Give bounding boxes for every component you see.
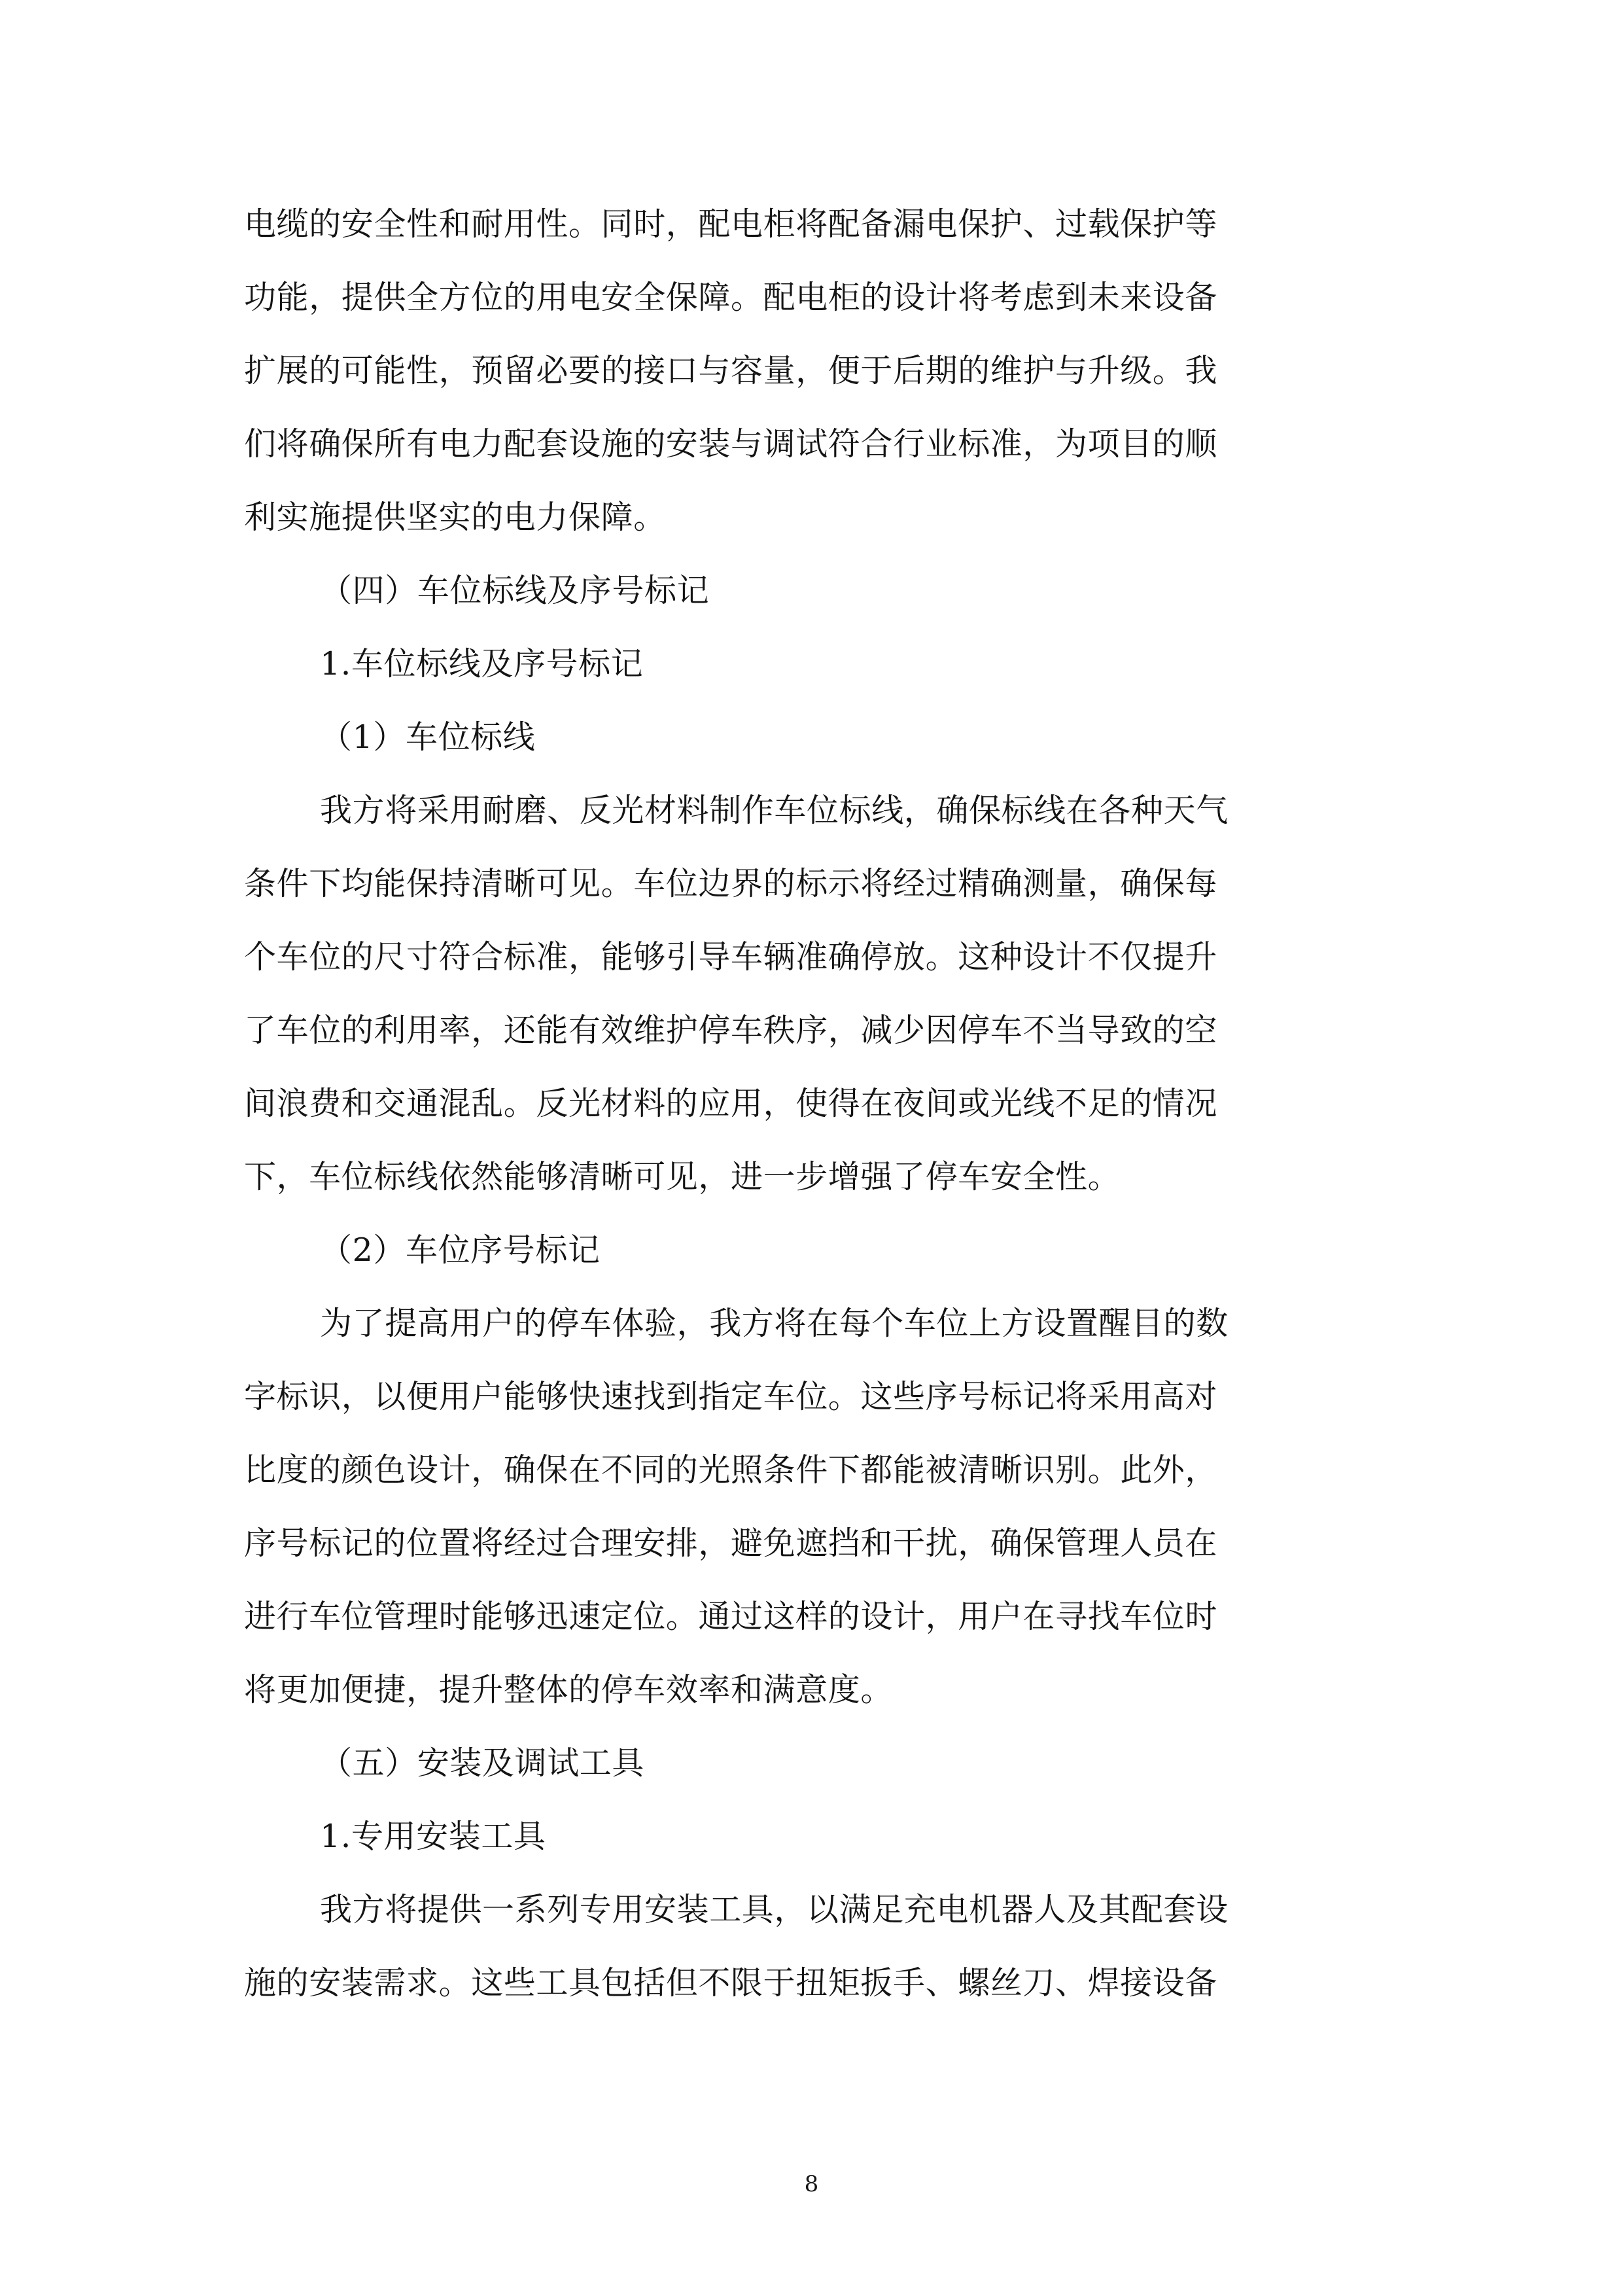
paragraph-line: 为了提高用户的停车体验，我方将在每个车位上方设置醒目的数 [320,1305,1229,1342]
paragraph-line: 序号标记的位置将经过合理安排，避免遮挡和干扰，确保管理人员在 [244,1525,1218,1562]
page-number: 8 [804,2171,819,2197]
paragraph-line: 扩展的可能性，预留必要的接口与容量，便于后期的维护与升级。我 [244,352,1218,389]
paragraph-line: 字标识，以便用户能够快速找到指定车位。这些序号标记将采用高对 [244,1378,1218,1415]
paragraph-line: 了车位的利用率，还能有效维护停车秩序，减少因停车不当导致的空 [244,1012,1218,1049]
paragraph-line: 们将确保所有电力配套设施的安装与调试符合行业标准，为项目的顺 [244,425,1218,463]
item-heading: （2）车位序号标记 [320,1231,601,1269]
paragraph-line: 条件下均能保持清晰可见。车位边界的标示将经过精确测量，确保每 [244,865,1218,902]
section-heading: （五）安装及调试工具 [320,1744,645,1782]
paragraph-line: 间浪费和交通混乱。反光材料的应用，使得在夜间或光线不足的情况 [244,1085,1218,1122]
paragraph-line: 施的安装需求。这些工具包括但不限于扭矩扳手、螺丝刀、焊接设备 [244,1964,1218,2002]
item-heading: （1）车位标线 [320,718,536,756]
paragraph-line: 利实施提供坚实的电力保障。 [244,499,666,536]
subsection-heading: 1.车位标线及序号标记 [320,645,644,682]
paragraph-line: 进行车位管理时能够迅速定位。通过这样的设计，用户在寻找车位时 [244,1598,1218,1635]
section-heading: （四）车位标线及序号标记 [320,572,710,609]
paragraph-line: 电缆的安全性和耐用性。同时，配电柜将配备漏电保护、过载保护等 [244,205,1218,243]
paragraph-line: 我方将提供一系列专用安装工具，以满足充电机器人及其配套设 [320,1891,1229,1928]
paragraph-line: 下，车位标线依然能够清晰可见，进一步增强了停车安全性。 [244,1158,1121,1195]
paragraph-line: 我方将采用耐磨、反光材料制作车位标线，确保标线在各种天气 [320,792,1229,829]
paragraph-line: 将更加便捷，提升整体的停车效率和满意度。 [244,1671,894,1708]
subsection-heading: 1.专用安装工具 [320,1818,546,1855]
paragraph-line: 功能，提供全方位的用电安全保障。配电柜的设计将考虑到未来设备 [244,279,1218,316]
paragraph-line: 个车位的尺寸符合标准，能够引导车辆准确停放。这种设计不仅提升 [244,938,1218,976]
paragraph-line: 比度的颜色设计，确保在不同的光照条件下都能被清晰识别。此外， [244,1451,1218,1489]
